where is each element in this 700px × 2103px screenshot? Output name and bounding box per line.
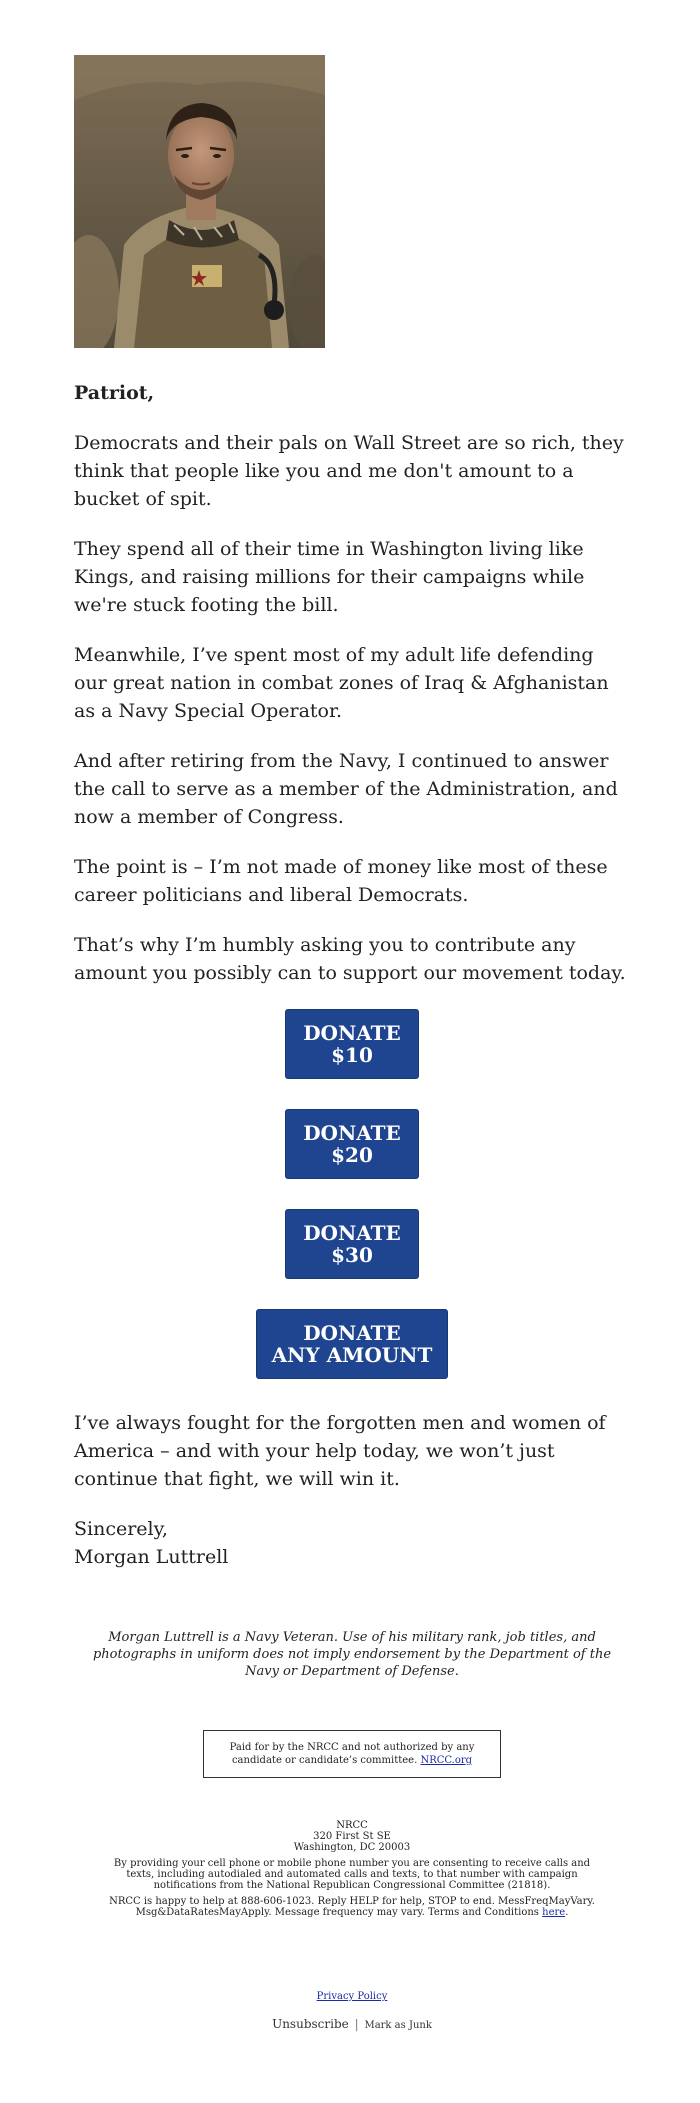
greeting: Patriot, bbox=[74, 382, 155, 404]
paid-for-text: Paid for by the NRCC and not authorized by any candidate or candidate’s committee. bbox=[229, 1742, 475, 1766]
body-paragraph-4: And after retiring from the Navy, I continued to answer the call to serve as a member of the Administration, and now a member of Congress. bbox=[74, 750, 618, 828]
privacy-policy-link[interactable]: Privacy Policy bbox=[316, 1991, 388, 2002]
donate-20-label: DONATE bbox=[303, 1121, 401, 1145]
unsubscribe-row bbox=[74, 2017, 630, 2031]
footer-separator: | bbox=[354, 2017, 359, 2031]
signoff bbox=[74, 1515, 630, 1571]
mark-as-junk-link[interactable]: Mark as Junk bbox=[364, 2020, 432, 2031]
donate-20-button[interactable] bbox=[285, 1109, 419, 1179]
address-city: Washington, DC 20003 bbox=[293, 1842, 411, 1853]
privacy-row bbox=[74, 1991, 630, 2002]
donate-20-amount: $20 bbox=[331, 1143, 373, 1167]
donate-30-button[interactable] bbox=[285, 1209, 419, 1279]
donate-30-label: DONATE bbox=[303, 1221, 401, 1245]
address-street: 320 First St SE bbox=[313, 1831, 391, 1842]
body-paragraph-5: The point is – I’m not made of money like most of these career politicians and liberal Democrats. bbox=[74, 856, 608, 906]
veteran-disclaimer: Morgan Luttrell is a Navy Veteran. Use of his military rank, job titles, and photographs in uniform does not imply endorsement by the Department of the Navy or Department of Defense. bbox=[92, 1630, 612, 1679]
donate-row-30 bbox=[74, 1209, 630, 1277]
body-paragraph-3: Meanwhile, I’ve spent most of my adult life defending our great nation in combat zones of Iraq & Afghanistan as a Navy Special Operator. bbox=[74, 644, 609, 722]
donate-any-amount: ANY AMOUNT bbox=[271, 1343, 433, 1367]
signature-name: Morgan Luttrell bbox=[74, 1546, 229, 1568]
donate-row-10 bbox=[74, 1009, 630, 1077]
donate-buttons bbox=[74, 1009, 630, 1377]
sms-consent-text: By providing your cell phone or mobile phone number you are consenting to receive calls and texts, including autodialed and automated calls and texts, to that number with campaign notifications from the National Republican Congressional Committee (21818). bbox=[113, 1858, 591, 1891]
closing-paragraph: I’ve always fought for the forgotten men and women of America – and with your help today, we won’t just continue that fight, we will win it. bbox=[74, 1412, 606, 1490]
soldier-photo bbox=[74, 55, 325, 348]
email-body bbox=[74, 0, 630, 2031]
donate-10-button[interactable] bbox=[285, 1009, 419, 1079]
donate-10-label: DONATE bbox=[303, 1021, 401, 1045]
sms-help-end: . bbox=[565, 1907, 569, 1918]
donate-row-20 bbox=[74, 1109, 630, 1177]
unsubscribe-link[interactable]: Unsubscribe bbox=[272, 2017, 349, 2031]
nrcc-link[interactable]: NRCC.org bbox=[420, 1755, 473, 1766]
sms-help-copy: NRCC is happy to help at 888-606-1023. Reply HELP for help, STOP to end. MessFreqMayVary. Msg&DataRatesMayApply. Message frequency may vary. Terms and Conditions bbox=[109, 1896, 595, 1918]
sms-help-text bbox=[102, 1896, 602, 1918]
body-paragraph-2: They spend all of their time in Washington living like Kings, and raising millions for their campaigns while we're stuck footing the bill. bbox=[74, 538, 585, 616]
terms-link[interactable]: here bbox=[542, 1907, 566, 1918]
body-paragraph-1: Democrats and their pals on Wall Street are so rich, they think that people like you and me don't amount to a bucket of spit. bbox=[74, 432, 624, 510]
mailing-address bbox=[74, 1820, 630, 1853]
donate-row-any bbox=[74, 1309, 630, 1377]
donate-30-amount: $30 bbox=[331, 1243, 373, 1267]
signoff-line: Sincerely, bbox=[74, 1518, 168, 1540]
paid-for-box bbox=[203, 1730, 501, 1778]
donate-10-amount: $10 bbox=[331, 1043, 373, 1067]
body-paragraph-6: That’s why I’m humbly asking you to contribute any amount you possibly can to support our movement today. bbox=[74, 934, 626, 984]
address-name: NRCC bbox=[336, 1820, 368, 1831]
donate-any-amount-button[interactable] bbox=[256, 1309, 448, 1379]
donate-any-label: DONATE bbox=[303, 1321, 401, 1345]
